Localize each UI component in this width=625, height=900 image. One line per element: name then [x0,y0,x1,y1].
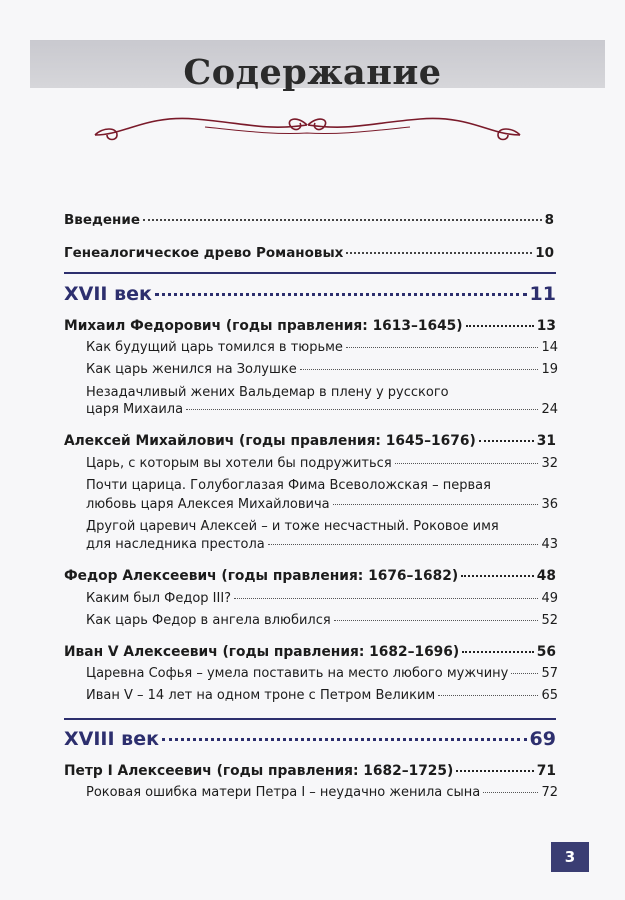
toc-subentry[interactable] [86,591,558,606]
toc-page: 13 [536,318,556,334]
toc-subentry[interactable] [86,456,558,471]
toc-subentry[interactable] [86,666,558,681]
dot-leader [461,575,534,577]
toc-page: 48 [536,568,556,584]
toc-entry-intro[interactable] [64,212,554,228]
toc-page: 14 [541,340,558,355]
dot-leader [346,252,532,254]
toc-label: царя Михаила [86,402,184,417]
dot-leader [346,347,539,348]
toc-label: Генеалогическое древо Романовых [64,245,344,261]
toc-entry-mikhail[interactable] [64,318,556,334]
toc-entry-tree[interactable] [64,245,554,261]
toc-label: Как царь женился на Золушке [86,362,297,377]
toc-entry-alexei[interactable] [64,433,556,449]
toc-label: Как будущий царь томился в тюрьме [86,340,343,355]
dot-leader [234,598,538,599]
toc-page: 43 [541,537,558,552]
toc-subentry[interactable] [86,537,558,552]
toc-label: Федор Алексеевич (годы правления: 1676–1682) [64,568,459,584]
toc-subentry[interactable] [86,785,558,800]
dot-leader [268,544,539,545]
dot-leader [438,695,538,696]
toc-label: Царь, с которым вы хотели бы подружиться [86,456,392,471]
toc-label: Царевна Софья – умела поставить на место любого мужчину [86,666,509,681]
dot-leader [456,770,533,772]
toc-subentry[interactable] [86,688,558,703]
toc-label: Иван V – 14 лет на одном троне с Петром Великим [86,688,436,703]
toc-century-17[interactable] [64,283,556,305]
toc-label: любовь царя Алексея Михайловича [86,497,330,512]
toc-subentry[interactable] [86,402,558,417]
toc-page: 11 [529,283,556,305]
toc-page: 71 [536,763,556,779]
toc-page: 52 [541,613,558,628]
dot-leader [483,792,538,793]
toc-page: 31 [536,433,556,449]
flourish-ornament-icon [85,105,530,145]
dot-leader [155,293,527,296]
page-title: Содержание [183,52,442,93]
toc-label: XVII век [64,283,152,305]
toc-entry-fedor[interactable] [64,568,556,584]
toc-page: 8 [544,212,554,228]
toc-page: 56 [536,644,556,660]
toc-subentry-line1: Незадачливый жених Вальдемар в плену у русского [86,385,449,400]
toc-page: 24 [541,402,558,417]
toc-page: 36 [541,497,558,512]
toc-label: Иван V Алексеевич (годы правления: 1682–1696) [64,644,460,660]
toc-label: Михаил Федорович (годы правления: 1613–1645) [64,318,463,334]
toc-century-18[interactable] [64,728,556,750]
toc-entry-ivan[interactable] [64,644,556,660]
toc-page: 72 [541,785,558,800]
century-rule [64,718,556,720]
dot-leader [186,409,538,410]
toc-subentry-line1: Другой царевич Алексей – и тоже несчастный. Роковое имя [86,519,499,534]
toc-page: 10 [535,245,554,261]
toc-page: 65 [541,688,558,703]
toc-subentry[interactable] [86,362,558,377]
toc-label: XVIII век [64,728,159,750]
toc-label: Как царь Федор в ангела влюбился [86,613,331,628]
toc-subentry-line1: Почти царица. Голубоглазая Фима Всеволожская – первая [86,478,491,493]
dot-leader [333,504,539,505]
toc-label: Роковая ошибка матери Петра I – неудачно женила сына [86,785,481,800]
dot-leader [395,463,539,464]
toc-label: для наследника престола [86,537,265,552]
dot-leader [511,673,538,674]
toc-entry-peter[interactable] [64,763,556,779]
dot-leader [334,620,539,621]
toc-subentry[interactable] [86,613,558,628]
dot-leader [300,369,539,370]
toc-label: Алексей Михайлович (годы правления: 1645–1676) [64,433,476,449]
dot-leader [162,738,527,741]
toc-subentry[interactable] [86,497,558,512]
toc-subentry[interactable] [86,340,558,355]
dot-leader [479,440,534,442]
toc-page: 49 [541,591,558,606]
toc-page: 32 [541,456,558,471]
page-number-badge: 3 [551,842,589,872]
toc-page: 69 [529,728,556,750]
toc-label: Введение [64,212,140,228]
toc-label: Каким был Федор III? [86,591,232,606]
dot-leader [143,219,542,221]
toc-page: 19 [541,362,558,377]
dot-leader [462,651,534,653]
century-rule [64,272,556,274]
dot-leader [466,325,534,327]
toc-page: 57 [541,666,558,681]
toc-label: Петр I Алексеевич (годы правления: 1682–1725) [64,763,454,779]
